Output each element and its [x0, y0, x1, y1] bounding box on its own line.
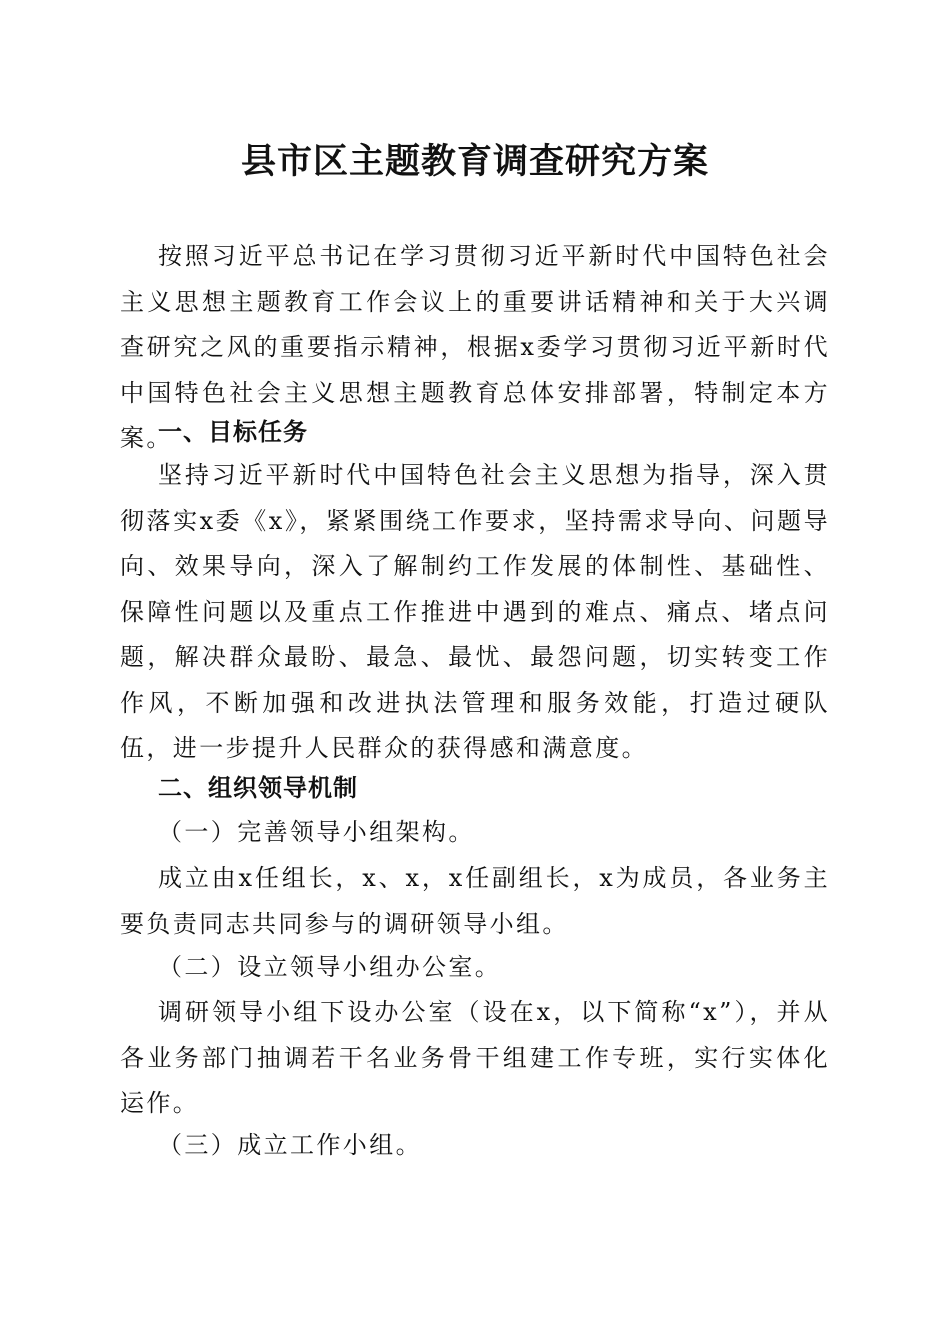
section-1-heading: 一、目标任务	[158, 417, 308, 446]
section-2-sub-1-heading: （一）完善领导小组架构。	[158, 818, 475, 846]
section-2-sub-1-body: 成立由x任组长，x、x，x任副组长，x为成员，各业务主要负责同志共同参与的调研领导小组。	[120, 864, 830, 938]
section-1-body: 坚持习近平新时代中国特色社会主义思想为指导，深入贯彻落实x委《x》，紧紧围绕工作要求，坚持需求导向、问题导向、效果导向，深入了解制约工作发展的体制性、基础性、保障性问题以及重点工作推进中遇到的难点、痛点、堵点问题，解决群众最盼、最急、最忧、最怨问题，切实转变工作作风，不断加强和改进执法管理和服务效能，打造过硬队伍，进一步提升人民群众的获得感和满意度。	[120, 461, 830, 762]
document-title: 县市区主题教育调查研究方案	[240, 141, 709, 182]
section-2-heading: 二、组织领导机制	[158, 773, 358, 802]
intro-paragraph: 按照习近平总书记在学习贯彻习近平新时代中国特色社会主义思想主题教育工作会议上的重要讲话精神和关于大兴调查研究之风的重要指示精神，根据x委学习贯彻习近平新时代中国特色社会主义思想主题教育总体安排部署，特制定本方案。	[120, 242, 830, 452]
section-2-sub-3-heading: （三）成立工作小组。	[158, 1131, 422, 1159]
section-2-sub-2-heading: （二）设立领导小组办公室。	[158, 953, 502, 981]
section-2-sub-2-body: 调研领导小组下设办公室（设在x，以下简称“x”），并从各业务部门抽调若干名业务骨干组建工作专班，实行实体化运作。	[120, 998, 830, 1117]
